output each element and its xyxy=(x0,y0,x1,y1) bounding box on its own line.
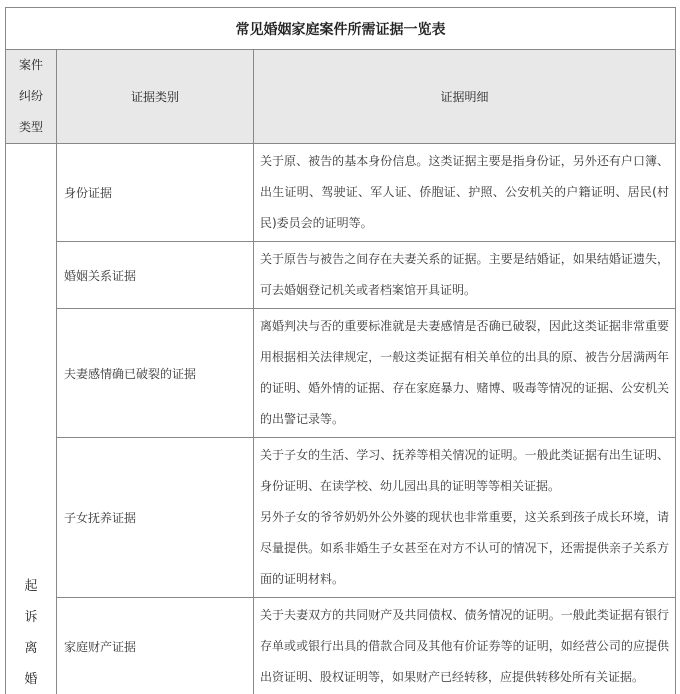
case-type-cell xyxy=(6,144,57,694)
case-type-char: 诉 xyxy=(24,610,38,625)
table-row xyxy=(6,598,676,694)
category-identity: 身份证据 xyxy=(57,144,254,242)
header-case-type-line: 纠纷 xyxy=(18,89,43,103)
case-type-label xyxy=(6,571,56,694)
category-property: 家庭财产证据 xyxy=(57,598,254,694)
header-category: 证据类别 xyxy=(57,50,254,144)
table-row xyxy=(6,144,676,242)
table-row xyxy=(6,438,676,598)
detail-property xyxy=(254,598,676,694)
header-case-type-line: 类型 xyxy=(18,120,43,134)
table-title: 常见婚姻家庭案件所需证据一览表 xyxy=(6,8,676,50)
category-breakdown: 夫妻感情确已破裂的证据 xyxy=(57,309,254,438)
detail-paragraph: 关于子女的生活、学习、抚养等相关情况的证明。一般此类证据有出生证明、身份证明、在读学校、幼儿园出具的证明等等相关证据。 xyxy=(260,448,670,493)
detail-paragraph: 离婚判决与否的重要标准就是夫妻感情是否确已破裂，因此这类证据非常重要用根据相关法律规定，一般这类证据有相关单位的出具的原、被告分居满两年的证明、婚外情的证据、存在家庭暴力、赌博、吸毒等情况的证据、公安机关的出警记录等。 xyxy=(260,319,670,426)
category-custody: 子女抚养证据 xyxy=(57,438,254,598)
detail-breakdown xyxy=(254,309,676,438)
detail-paragraph: 关于夫妻双方的共同财产及共同债权、债务情况的证明。一般此类证据有银行存单或或银行出具的借款合同及其他有价证券等的证明，如经营公司的应提供出资证明、股权证明等，如果财产已经转移，应提供转移处所有关证据。 xyxy=(260,608,670,684)
evidence-table xyxy=(5,7,676,694)
case-type-char: 起 xyxy=(24,579,38,594)
detail-paragraph: 另外子女的爷爷奶奶外公外婆的现状也非常重要，这关系到孩子成长环境，请尽量提供。如系非婚生子女甚至在对方不认可的情况下，还需提供亲子关系方面的证明材料。 xyxy=(260,510,670,586)
title-row xyxy=(6,8,676,50)
detail-marriage xyxy=(254,242,676,309)
table-row xyxy=(6,242,676,309)
detail-paragraph: 关于原告与被告之间存在夫妻关系的证据。主要是结婚证，如果结婚证遗失，可去婚姻登记机关或者档案馆开具证明。 xyxy=(260,252,670,297)
header-case-type xyxy=(6,50,57,144)
category-marriage: 婚姻关系证据 xyxy=(57,242,254,309)
header-detail: 证据明细 xyxy=(254,50,676,144)
detail-identity xyxy=(254,144,676,242)
case-type-char: 离 xyxy=(24,641,38,656)
case-type-char: 婚 xyxy=(24,672,38,687)
table-row xyxy=(6,309,676,438)
detail-paragraph: 关于原、被告的基本身份信息。这类证据主要是指身份证，另外还有户口簿、出生证明、驾驶证、军人证、侨胞证、护照、公安机关的户籍证明、居民(村民)委员会的证明等。 xyxy=(260,154,670,230)
header-case-type-line: 案件 xyxy=(18,58,43,72)
header-row xyxy=(6,50,676,144)
detail-custody xyxy=(254,438,676,598)
